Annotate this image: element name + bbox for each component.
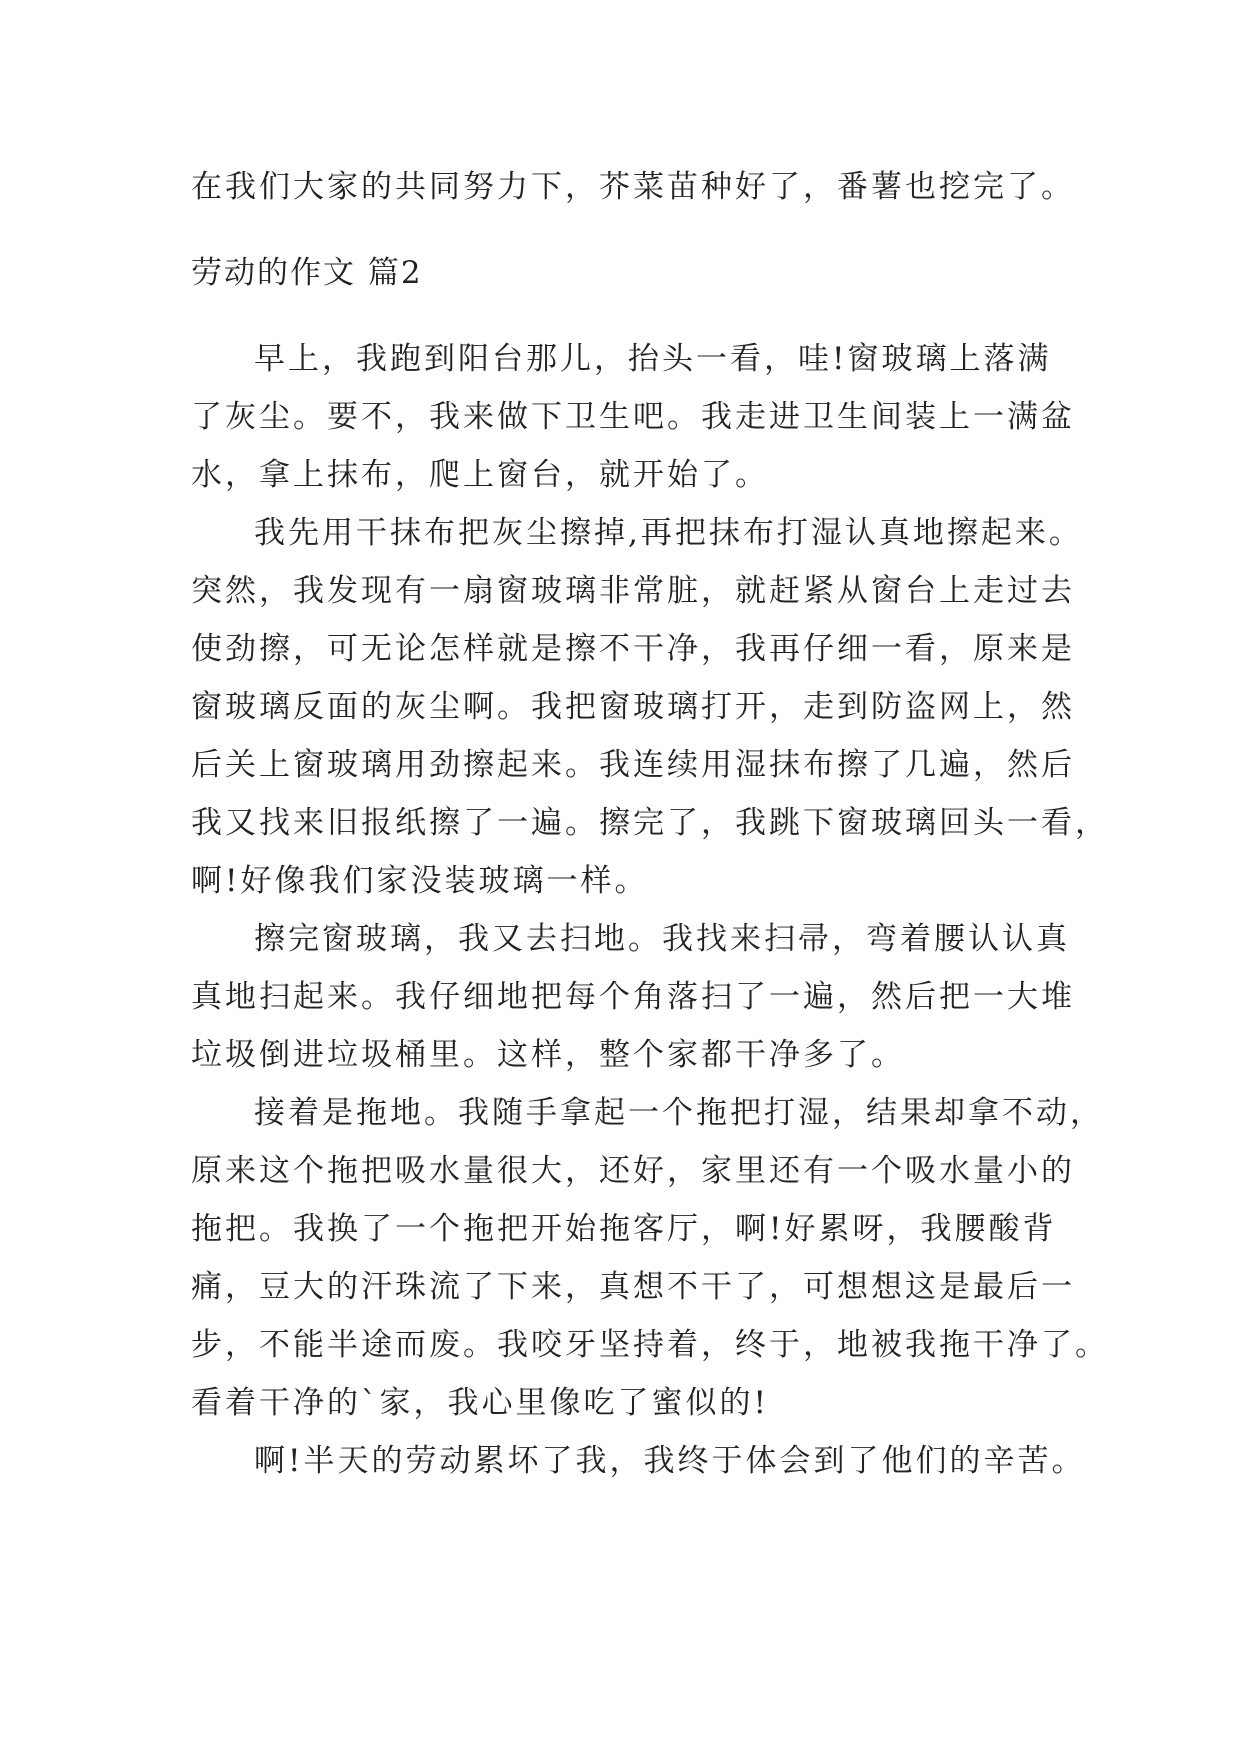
paragraph-1-line-2: 了灰尘。要不，我来做下卫生吧。我走进卫生间装上一满盆: [191, 399, 1075, 435]
paragraph-2-line-5: 后关上窗玻璃用劲擦起来。我连续用湿抹布擦了几遍，然后: [191, 747, 1075, 783]
paragraph-4-line-1: 接着是拖地。我随手拿起一个拖把打湿，结果却拿不动，: [254, 1095, 1104, 1131]
paragraph-2-line-1: 我先用干抹布把灰尘擦掉,再把抹布打湿认真地擦起来。: [254, 515, 1083, 551]
paragraph-5-line-1: 啊!半天的劳动累坏了我，我终于体会到了他们的辛苦。: [254, 1443, 1086, 1479]
section-heading: 劳动的作文 篇2: [191, 255, 423, 291]
paragraph-1-line-3: 水，拿上抹布，爬上窗台，就开始了。: [191, 457, 769, 493]
intro-tail-line: 在我们大家的共同努力下，芥菜苗种好了，番薯也挖完了。: [191, 169, 1075, 205]
paragraph-4-line-2: 原来这个拖把吸水量很大，还好，家里还有一个吸水量小的: [191, 1153, 1075, 1189]
paragraph-4-line-5: 步，不能半途而废。我咬牙坚持着，终于，地被我拖干净了。: [191, 1327, 1109, 1363]
paragraph-3-line-1: 擦完窗玻璃，我又去扫地。我找来扫帚，弯着腰认认真: [254, 921, 1070, 957]
paragraph-3-line-2: 真地扫起来。我仔细地把每个角落扫了一遍，然后把一大堆: [191, 979, 1075, 1015]
paragraph-2-line-2: 突然，我发现有一扇窗玻璃非常脏，就赶紧从窗台上走过去: [191, 573, 1075, 609]
paragraph-2-line-6: 我又找来旧报纸擦了一遍。擦完了，我跳下窗玻璃回头一看，: [191, 805, 1109, 841]
paragraph-4-line-3: 拖把。我换了一个拖把开始拖客厅，啊!好累呀，我腰酸背: [191, 1211, 1057, 1247]
paragraph-3-line-3: 垃圾倒进垃圾桶里。这样，整个家都干净多了。: [191, 1037, 905, 1073]
paragraph-1-line-1: 早上，我跑到阳台那儿，抬头一看，哇!窗玻璃上落满: [254, 341, 1052, 377]
paragraph-2-line-7: 啊!好像我们家没装玻璃一样。: [191, 863, 649, 899]
paragraph-2-line-3: 使劲擦，可无论怎样就是擦不干净，我再仔细一看，原来是: [191, 631, 1075, 667]
paragraph-4-line-4: 痛，豆大的汗珠流了下来，真想不干了，可想想这是最后一: [191, 1269, 1075, 1305]
paragraph-2-line-4: 窗玻璃反面的灰尘啊。我把窗玻璃打开，走到防盗网上，然: [191, 689, 1075, 725]
paragraph-4-line-6: 看着干净的`家，我心里像吃了蜜似的!: [191, 1385, 769, 1421]
